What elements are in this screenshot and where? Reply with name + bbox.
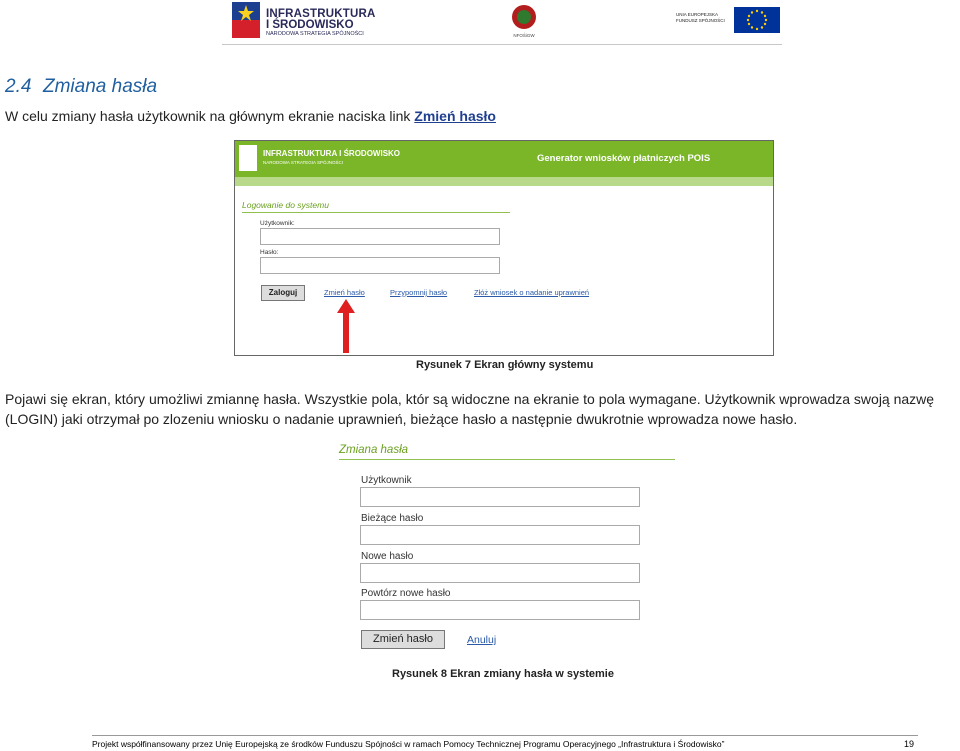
eu-logo [676,6,782,34]
banner-app-title: Generator wniosków płatniczych POIS [537,153,711,164]
login-heading-rule [242,212,510,213]
remind-password-link[interactable]: Przypomnij hasło [390,288,448,297]
cp-user-input[interactable] [360,487,640,507]
cp-repeat-input[interactable] [360,600,640,620]
poland-eu-flag-icon [232,2,260,38]
cp-repeat-label: Powtórz nowe hasło [361,588,451,599]
login-button[interactable]: Zaloguj [261,285,305,301]
footer-text: Projekt współfinansowany przez Unię Europejską ze środków Funduszu Spójności w ramach Pomocy Technicznej Programu Operacyjnego „Infrastruktura i Środowisko” [92,739,725,749]
header-divider [222,44,782,45]
cp-new-input[interactable] [360,563,640,583]
app-banner [235,141,773,177]
cancel-link[interactable]: Anuluj [467,634,497,646]
intro-change-password-link[interactable]: Zmień hasło [414,108,496,124]
login-screen-figure [234,140,774,356]
request-permissions-link[interactable]: Złóż wniosek o nadanie uprawnień [474,288,590,297]
login-heading: Logowanie do systemu [242,200,329,210]
page-number: 19 [904,739,915,749]
user-input[interactable] [260,228,500,245]
nfosigw-text: NFOŚiGW [513,33,535,38]
figure1-caption: Rysunek 7 Ekran główny systemu [416,359,594,371]
change-password-heading: Zmiana hasła [339,444,409,456]
banner-logo-text: INFRASTRUKTURA I ŚRODOWISKO [263,149,401,158]
banner-logo-subtext: NARODOWA STRATEGIA SPÓJNOŚCI [263,160,344,165]
paragraph-line-2: (LOGIN) jaki otrzymał po zlozeniu wniosku o nadanie uprawnień, bieżące hasło a następnie dwukrotnie wprowadza nowe hasło. [5,411,798,427]
change-password-link[interactable]: Zmień hasło [324,288,365,297]
banner-subbar [235,177,773,186]
password-label: Hasło: [260,249,279,256]
footer-divider [92,735,918,736]
eu-text: UNIA EUROPEJSKA FUNDUSZ SPÓJNOŚCI [676,12,725,23]
section-number: 2.4 [5,76,32,97]
cp-current-label: Bieżące hasło [361,513,424,524]
paragraph-line-1: Pojawi się ekran, który umożliwi zmiannę hasła. Wszystkie pola, któr są widoczne na ekranie to pola wymagane. Użytkownik wprowadza swoją nazwę [5,391,935,407]
change-password-rule [339,459,675,460]
logo-line-2: I ŚRODOWISKO [266,19,354,31]
user-label: Użytkownik: [260,220,295,227]
nfosigw-logo [506,4,542,40]
logo-line-1: INFRASTRUKTURA [266,8,376,20]
infrastruktura-logo [232,2,382,40]
red-arrow-icon [336,299,356,353]
section-title: Zmiana hasła [43,76,158,97]
intro-paragraph [5,108,496,124]
cp-current-input[interactable] [360,525,640,545]
banner-logo-icon [239,145,257,171]
intro-text: W celu zmiany hasła użytkownik na głównym ekranie naciska link [5,108,415,124]
password-input[interactable] [260,257,500,274]
cp-new-label: Nowe hasło [361,551,414,562]
change-password-button[interactable]: Zmień hasło [361,630,445,649]
eu-flag-icon [734,7,780,33]
figure2-caption: Rysunek 8 Ekran zmiany hasła w systemie [392,668,614,680]
logo-line-3: NARODOWA STRATEGIA SPÓJNOŚCI [266,31,364,37]
cp-user-label: Użytkownik [361,475,412,486]
nfosigw-emblem-icon [506,4,542,32]
